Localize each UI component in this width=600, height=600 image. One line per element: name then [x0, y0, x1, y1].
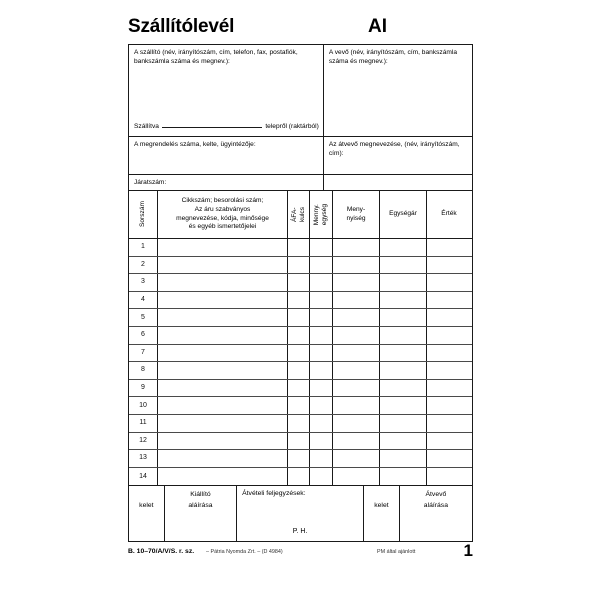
delivery-note-form — [128, 14, 473, 570]
cell-description[interactable] — [158, 292, 288, 309]
order-section — [128, 136, 473, 190]
cell-unit-price[interactable] — [380, 380, 427, 397]
cell-unit[interactable] — [310, 257, 333, 274]
issuer-signature-cell[interactable] — [165, 486, 237, 541]
delivered-from-line — [134, 121, 319, 131]
cell-quantity[interactable] — [333, 239, 380, 256]
cell-description[interactable] — [158, 380, 288, 397]
cell-value[interactable] — [427, 415, 471, 432]
cell-value[interactable] — [427, 239, 471, 256]
table-row[interactable] — [129, 362, 472, 380]
cell-description[interactable] — [158, 274, 288, 291]
signature-row — [129, 486, 472, 541]
receiver-date-label: kelet — [374, 502, 389, 510]
cell-unit[interactable] — [310, 450, 333, 467]
cell-vat[interactable] — [288, 309, 310, 326]
cell-value[interactable] — [427, 397, 471, 414]
cell-description[interactable] — [158, 433, 288, 450]
receiver-box-continuation[interactable] — [324, 175, 472, 190]
cell-description[interactable] — [158, 415, 288, 432]
cell-quantity[interactable] — [333, 309, 380, 326]
cell-unit-price[interactable] — [380, 450, 427, 467]
buyer-label: A vevő (név, irányítószám, cím, bankszámla száma és megnev.): — [328, 49, 457, 65]
cell-value[interactable] — [427, 257, 471, 274]
cell-sorszam: 4 — [129, 292, 158, 309]
cell-unit[interactable] — [310, 292, 333, 309]
table-row[interactable] — [129, 309, 472, 327]
cell-vat[interactable] — [288, 362, 310, 379]
cell-quantity[interactable] — [333, 345, 380, 362]
cell-vat[interactable] — [288, 415, 310, 432]
column-header-sorszam: Sorszám — [129, 191, 158, 238]
cell-unit[interactable] — [310, 468, 333, 486]
cell-unit[interactable] — [310, 274, 333, 291]
cell-sorszam: 11 — [129, 415, 158, 432]
stamp-place-label: P. H. — [292, 528, 308, 536]
cell-sorszam: 10 — [129, 397, 158, 414]
cell-value[interactable] — [427, 309, 471, 326]
cell-unit[interactable] — [310, 327, 333, 344]
form-code-label: AI — [368, 16, 387, 37]
receiver-label-line2: aláírása — [423, 502, 448, 510]
cell-vat[interactable] — [288, 345, 310, 362]
cell-unit[interactable] — [310, 433, 333, 450]
cell-unit-price[interactable] — [380, 433, 427, 450]
footer — [128, 541, 473, 570]
supplier-label: A szállító (név, irányítószám, cím, telefon, fax, postafiók, bankszámla száma és megnev.): — [134, 49, 298, 65]
cell-value[interactable] — [427, 433, 471, 450]
buyer-box[interactable] — [324, 45, 472, 136]
column-header-vat-rate: ÁFA- kulcs — [288, 191, 310, 238]
cell-sorszam: 9 — [129, 380, 158, 397]
items-table — [128, 190, 473, 485]
cell-sorszam: 6 — [129, 327, 158, 344]
cell-description[interactable] — [158, 239, 288, 256]
cell-sorszam: 14 — [129, 468, 158, 486]
cell-value[interactable] — [427, 468, 471, 486]
receipt-notes-label: Átvételi feljegyzések: — [242, 490, 306, 498]
cell-value[interactable] — [427, 450, 471, 467]
table-row[interactable] — [129, 292, 472, 310]
cell-unit-price[interactable] — [380, 468, 427, 486]
footer-printer: – Pátria Nyomda Zrt. – (D 4984) — [206, 549, 283, 556]
title-row — [128, 14, 473, 44]
party-section — [128, 44, 473, 136]
cell-unit-price[interactable] — [380, 397, 427, 414]
cell-value[interactable] — [427, 292, 471, 309]
order-box[interactable] — [129, 137, 324, 174]
receiver-label-line1: Átvevő — [425, 491, 447, 499]
cell-description[interactable] — [158, 450, 288, 467]
cell-sorszam: 12 — [129, 433, 158, 450]
cell-quantity[interactable] — [333, 274, 380, 291]
cell-vat[interactable] — [288, 327, 310, 344]
issuer-label-line2: aláírása — [188, 502, 213, 510]
footer-page-number: 1 — [463, 541, 473, 561]
route-label: Járatszám: — [134, 179, 167, 186]
table-row[interactable] — [129, 415, 472, 433]
delivered-from-suffix: telepről (raktárból) — [265, 123, 319, 130]
table-row[interactable] — [129, 327, 472, 345]
items-table-body — [129, 239, 472, 485]
cell-quantity[interactable] — [333, 257, 380, 274]
cell-unit-price[interactable] — [380, 257, 427, 274]
footer-recommendation: PM által ajánlott — [377, 549, 416, 556]
cell-sorszam: 13 — [129, 450, 158, 467]
table-row[interactable] — [129, 433, 472, 451]
table-row[interactable] — [129, 380, 472, 398]
items-table-header — [129, 191, 472, 239]
cell-unit[interactable] — [310, 415, 333, 432]
footer-form-code: B. 10–70/A/V/S. r. sz. — [128, 548, 195, 556]
cell-unit[interactable] — [310, 239, 333, 256]
column-header-description: Cikkszám; besorolási szám; Az áru szabványos megnevezése, kódja, minősége és egyéb ismertetőjelei — [158, 191, 288, 238]
cell-sorszam: 3 — [129, 274, 158, 291]
issuer-date-label: kelet — [139, 502, 154, 510]
party-row — [129, 45, 472, 136]
cell-unit[interactable] — [310, 345, 333, 362]
cell-sorszam: 5 — [129, 309, 158, 326]
order-row — [129, 137, 472, 175]
cell-quantity[interactable] — [333, 433, 380, 450]
cell-unit-price[interactable] — [380, 362, 427, 379]
cell-value[interactable] — [427, 380, 471, 397]
cell-quantity[interactable] — [333, 397, 380, 414]
table-row[interactable] — [129, 239, 472, 257]
cell-vat[interactable] — [288, 468, 310, 486]
cell-sorszam: 2 — [129, 257, 158, 274]
signature-section — [128, 485, 473, 542]
delivered-from-input[interactable] — [162, 121, 262, 128]
receiver-box[interactable] — [324, 137, 472, 174]
cell-vat[interactable] — [288, 397, 310, 414]
cell-vat[interactable] — [288, 292, 310, 309]
cell-quantity[interactable] — [333, 380, 380, 397]
cell-unit[interactable] — [310, 397, 333, 414]
cell-vat[interactable] — [288, 257, 310, 274]
cell-quantity[interactable] — [333, 327, 380, 344]
issuer-date-cell[interactable] — [129, 486, 165, 541]
table-row[interactable] — [129, 468, 472, 486]
cell-vat[interactable] — [288, 433, 310, 450]
cell-quantity[interactable] — [333, 362, 380, 379]
order-label: A megrendelés száma, kelte, ügyintézője: — [134, 141, 256, 148]
cell-value[interactable] — [427, 362, 471, 379]
page-title: Szállítólevél — [128, 16, 235, 37]
cell-quantity[interactable] — [333, 292, 380, 309]
cell-quantity[interactable] — [333, 415, 380, 432]
receiver-label: Az átvevő megnevezése, (név, irányítószám, cím): — [328, 141, 460, 157]
cell-value[interactable] — [427, 345, 471, 362]
cell-description[interactable] — [158, 362, 288, 379]
cell-unit[interactable] — [310, 380, 333, 397]
route-box[interactable] — [129, 175, 324, 190]
cell-quantity[interactable] — [333, 450, 380, 467]
cell-unit[interactable] — [310, 362, 333, 379]
table-row[interactable] — [129, 345, 472, 363]
cell-vat[interactable] — [288, 380, 310, 397]
column-header-unit: Menny. egység — [310, 191, 333, 238]
cell-value[interactable] — [427, 327, 471, 344]
table-row[interactable] — [129, 274, 472, 292]
receiver-signature-cell[interactable] — [400, 486, 472, 541]
cell-unit-price[interactable] — [380, 327, 427, 344]
route-row — [129, 175, 472, 190]
cell-unit-price[interactable] — [380, 239, 427, 256]
column-header-unit-price: Egységár — [380, 191, 427, 238]
cell-sorszam: 1 — [129, 239, 158, 256]
cell-vat[interactable] — [288, 239, 310, 256]
cell-description[interactable] — [158, 345, 288, 362]
supplier-box[interactable] — [129, 45, 324, 136]
cell-unit-price[interactable] — [380, 309, 427, 326]
cell-description[interactable] — [158, 257, 288, 274]
cell-quantity[interactable] — [333, 468, 380, 486]
receipt-notes-cell[interactable] — [237, 486, 364, 541]
cell-unit-price[interactable] — [380, 345, 427, 362]
cell-unit[interactable] — [310, 309, 333, 326]
receiver-date-cell[interactable] — [364, 486, 400, 541]
issuer-label-line1: Kiállító — [190, 491, 211, 499]
cell-sorszam: 8 — [129, 362, 158, 379]
cell-vat[interactable] — [288, 450, 310, 467]
cell-description[interactable] — [158, 397, 288, 414]
cell-unit-price[interactable] — [380, 292, 427, 309]
cell-sorszam: 7 — [129, 345, 158, 362]
cell-unit-price[interactable] — [380, 415, 427, 432]
column-header-quantity: Meny- nyiség — [333, 191, 380, 238]
cell-description[interactable] — [158, 309, 288, 326]
cell-value[interactable] — [427, 274, 471, 291]
column-header-value: Érték — [441, 210, 457, 218]
table-row[interactable] — [129, 257, 472, 275]
table-row[interactable] — [129, 450, 472, 468]
delivered-from-prefix: Szállítva — [134, 123, 159, 130]
cell-vat[interactable] — [288, 274, 310, 291]
cell-unit-price[interactable] — [380, 274, 427, 291]
cell-description[interactable] — [158, 327, 288, 344]
cell-description[interactable] — [158, 468, 288, 486]
table-row[interactable] — [129, 397, 472, 415]
